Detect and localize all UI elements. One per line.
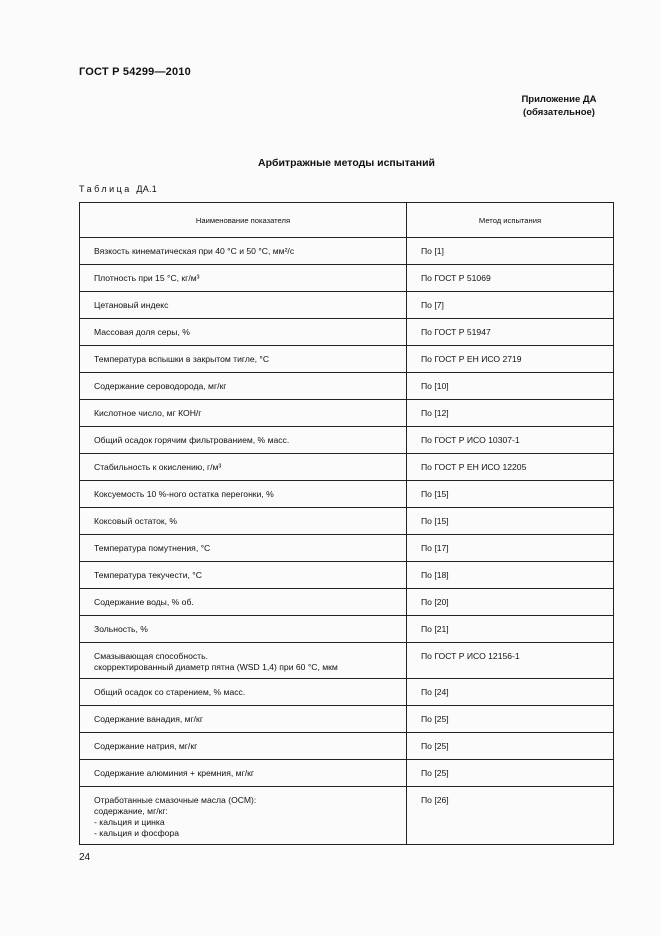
method-cell: По [20]	[407, 589, 614, 616]
method-cell: По [7]	[407, 292, 614, 319]
indicator-cell	[80, 643, 407, 679]
indicator-cell	[80, 589, 407, 616]
method-cell: По [10]	[407, 373, 614, 400]
indicator-text: Цетановый индекс	[94, 300, 169, 310]
indicator-cell	[80, 760, 407, 787]
indicator-cell	[80, 706, 407, 733]
appendix-title: Приложение ДА	[521, 94, 597, 105]
indicator-text: Стабильность к окислению, г/м³	[94, 462, 222, 472]
indicator-cell	[80, 400, 407, 427]
table-row	[80, 427, 614, 454]
methods-table	[79, 202, 614, 845]
method-cell: По ГОСТ Р ЕН ИСО 2719	[407, 346, 614, 373]
table-row	[80, 265, 614, 292]
indicator-text: содержание, мг/кг:	[94, 806, 168, 816]
indicator-text: Содержание сероводорода, мг/кг	[94, 381, 227, 391]
method-cell: По [26]	[407, 787, 614, 845]
table-row	[80, 787, 614, 845]
indicator-text: Общий осадок горячим фильтрованием, % масс.	[94, 435, 290, 445]
indicator-text: Кислотное число, мг КОН/г	[94, 408, 202, 418]
indicator-text: Вязкость кинематическая при 40 °С и 50 °С, мм²/с	[94, 246, 295, 256]
indicator-cell	[80, 427, 407, 454]
table-row	[80, 400, 614, 427]
indicator-cell	[80, 454, 407, 481]
indicator-text: Содержание ванадия, мг/кг	[94, 714, 203, 724]
table-row	[80, 373, 614, 400]
indicator-text: Коксуемость 10 %-ного остатка перегонки, %	[94, 489, 274, 499]
table-row	[80, 760, 614, 787]
indicator-text: Смазывающая способность.	[94, 651, 208, 661]
indicator-text: Содержание алюминия + кремния, мг/кг	[94, 768, 254, 778]
method-cell: По ГОСТ Р 51069	[407, 265, 614, 292]
document-id: ГОСТ Р 54299—2010	[79, 66, 191, 78]
table-row	[80, 643, 614, 679]
indicator-text: Содержание натрия, мг/кг	[94, 741, 198, 751]
column-header-indicator: Наименование показателя	[80, 203, 407, 238]
method-cell: По ГОСТ Р 51947	[407, 319, 614, 346]
method-cell: По [15]	[407, 508, 614, 535]
indicator-cell	[80, 292, 407, 319]
page-number: 24	[79, 852, 91, 863]
indicator-text: Коксовый остаток, %	[94, 516, 178, 526]
table-row	[80, 508, 614, 535]
indicator-text: Плотность при 15 °С, кг/м³	[94, 273, 200, 283]
indicator-cell	[80, 319, 407, 346]
indicator-text: скорректированный диаметр пятна (WSD 1,4) при 60 °С, мкм	[94, 662, 338, 672]
indicator-text: Температура текучести, °С	[94, 570, 202, 580]
method-cell: По [17]	[407, 535, 614, 562]
method-cell: По ГОСТ Р ИСО 12156-1	[407, 643, 614, 679]
indicator-text: Температура помутнения, °С	[94, 543, 211, 553]
indicator-text: Отработанные смазочные масла (ОСМ):	[94, 795, 257, 805]
table-row	[80, 562, 614, 589]
table-row	[80, 238, 614, 265]
indicator-cell	[80, 508, 407, 535]
indicator-text: Содержание воды, % об.	[94, 597, 194, 607]
table-row	[80, 346, 614, 373]
indicator-text: Температура вспышки в закрытом тигле, °С	[94, 354, 270, 364]
table-row	[80, 292, 614, 319]
indicator-cell	[80, 616, 407, 643]
table-caption-prefix: Таблица	[79, 184, 132, 194]
method-cell: По [15]	[407, 481, 614, 508]
indicator-cell	[80, 346, 407, 373]
indicator-text: Общий осадок со старением, % масс.	[94, 687, 246, 697]
method-cell: По [18]	[407, 562, 614, 589]
method-cell: По [24]	[407, 679, 614, 706]
method-cell: По ГОСТ Р ИСО 10307-1	[407, 427, 614, 454]
table-row	[80, 733, 614, 760]
method-cell: По [25]	[407, 760, 614, 787]
table-row	[80, 454, 614, 481]
table-row	[80, 319, 614, 346]
method-cell: По [25]	[407, 733, 614, 760]
table-row	[80, 679, 614, 706]
indicator-cell	[80, 562, 407, 589]
table-caption-number: ДА.1	[136, 184, 158, 194]
method-cell: По [1]	[407, 238, 614, 265]
indicator-cell	[80, 265, 407, 292]
indicator-text: Зольность, %	[94, 624, 148, 634]
indicator-cell	[80, 679, 407, 706]
indicator-cell	[80, 733, 407, 760]
appendix-heading	[79, 93, 614, 119]
indicator-cell	[80, 481, 407, 508]
table-row	[80, 616, 614, 643]
table-row	[80, 589, 614, 616]
table-row	[80, 706, 614, 733]
indicator-cell	[80, 373, 407, 400]
indicator-text: - кальция и цинка	[94, 817, 165, 827]
indicator-cell	[80, 238, 407, 265]
table-row	[80, 535, 614, 562]
indicator-text: - кальция и фосфора	[94, 828, 179, 838]
table-caption	[79, 184, 157, 194]
method-cell: По [25]	[407, 706, 614, 733]
table-row	[80, 481, 614, 508]
method-cell: По [21]	[407, 616, 614, 643]
section-title: Арбитражные методы испытаний	[258, 157, 435, 169]
indicator-cell	[80, 787, 407, 845]
method-cell: По ГОСТ Р ЕН ИСО 12205	[407, 454, 614, 481]
method-cell: По [12]	[407, 400, 614, 427]
appendix-status: (обязательное)	[523, 107, 595, 118]
indicator-cell	[80, 535, 407, 562]
table-header-row	[80, 203, 614, 238]
indicator-text: Массовая доля серы, %	[94, 327, 190, 337]
column-header-method: Метод испытания	[407, 203, 614, 238]
